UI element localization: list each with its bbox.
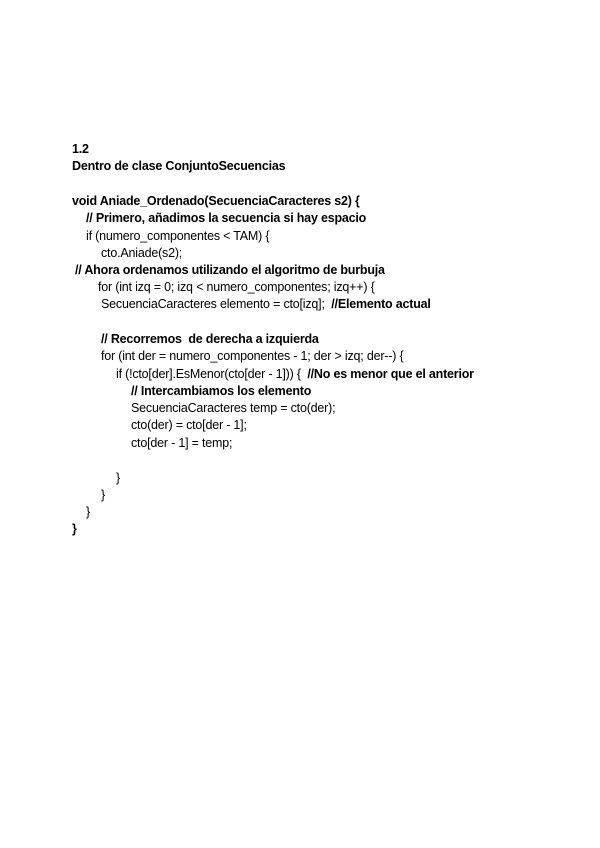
inner-for-line: for (int der = numero_componentes - 1; der > izq; der--) { — [101, 349, 404, 363]
comment-swap: // Intercambiamos los elemento — [131, 384, 312, 398]
element-declaration-line — [101, 296, 431, 313]
if-compare-code: if (!cto[der].EsMenor(cto[der - 1])) { — [116, 367, 301, 381]
if-capacity-line: if (numero_componentes < TAM) { — [86, 229, 270, 243]
close-outer-for-brace: } — [86, 505, 90, 519]
section-number: 1.2 — [72, 142, 89, 156]
close-method-brace: } — [72, 522, 77, 536]
outer-for-line: for (int izq = 0; izq < numero_componentes; izq++) { — [98, 280, 375, 294]
method-signature: void Aniade_Ordenado(SecuenciaCaracteres s2) { — [72, 194, 360, 208]
comment-bubble-sort: // Ahora ordenamos utilizando el algoritmo de burbuja — [75, 263, 385, 277]
element-declaration-code: SecuenciaCaracteres elemento = cto[izq]; — [101, 297, 325, 311]
comment-traverse: // Recorremos de derecha a izquierda — [101, 332, 319, 346]
comment-add-sequence: // Primero, añadimos la secuencia si hay espacio — [86, 211, 367, 225]
if-compare-line — [116, 366, 474, 383]
temp-declaration-line: SecuenciaCaracteres temp = cto(der); — [131, 401, 336, 415]
assign-line-1: cto(der) = cto[der - 1]; — [131, 418, 247, 432]
close-inner-for-brace: } — [101, 488, 105, 502]
if-compare-comment: //No es menor que el anterior — [307, 367, 474, 381]
assign-line-2: cto[der - 1] = temp; — [131, 436, 233, 450]
element-comment: //Elemento actual — [331, 297, 431, 311]
close-if-brace: } — [116, 471, 120, 485]
add-call-line: cto.Aniade(s2); — [101, 246, 183, 260]
section-title: Dentro de clase ConjuntoSecuencias — [72, 159, 286, 173]
